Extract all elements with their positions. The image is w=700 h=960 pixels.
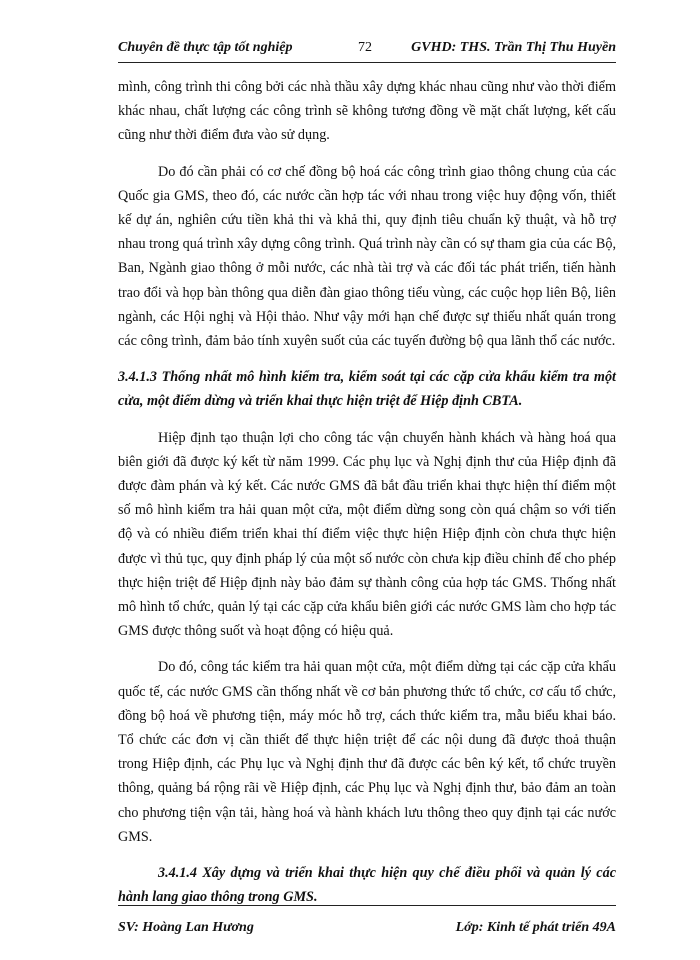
section-heading-3-4-1-3: 3.4.1.3 Thống nhất mô hình kiểm tra, kiểm soát tại các cặp cửa khẩu kiểm tra một cửa, một điểm dừng và triển khai thực hiện triệt để Hiệp định CBTA. [118,369,616,410]
page-header [118,40,616,62]
page-body [118,75,616,922]
page-footer [118,920,616,942]
header-advisor: GVHD: THS. Trần Thị Thu Huyền [411,40,616,55]
paragraph-cbta-agreement: Hiệp định tạo thuận lợi cho công tác vận chuyển hành khách và hàng hoá qua biên giới đã được ký kết từ năm 1999. Các phụ lục và Nghị định thư của Hiệp định đã được đàm phán và ký kết. Các nước GMS đã bắt đầu triển khai thực hiện thí điểm một số mô hình kiểm tra hải quan một cửa, một điểm dừng song còn quá chậm so với tiến độ và có nhiều điểm triển khai thí điểm việc thực hiện Hiệp định còn chưa thực hiện được vì thủ tục, quy định pháp lý của một số nước còn chưa kịp điều chỉnh để cho phép thực hiện triệt để Hiệp định này bảo đảm sự thành công của hợp tác GMS. Thống nhất mô hình tổ chức, quản lý tại các cặp cửa khẩu biên giới các nước GMS làm cho hợp tác GMS được thông suốt và hoạt động có hiệu quả. [118,429,616,640]
footer-class: Lớp: Kinh tế phát triển 49A [455,920,616,935]
section-heading-3-4-1-4: 3.4.1.4 Xây dựng và triển khai thực hiện quy chế điều phối và quản lý các hành lang giao thông trong GMS. [118,865,616,906]
header-divider [118,62,616,63]
paragraph-continuation: mình, công trình thi công bởi các nhà thầu xây dựng khác nhau cũng như vào thời điểm khác nhau, chất lượng các công trình sẽ không tương đồng về mặt chất lượng, kết cấu cũng như thời điểm đưa vào sử dụng. [118,79,616,144]
paragraph-customs-inspection: Do đó, công tác kiểm tra hải quan một cửa, một điểm dừng tại các cặp cửa khẩu quốc tế, các nước GMS cần thống nhất về cơ bản phương thức tổ chức, cơ cấu tổ chức, đồng bộ hoá về phương tiện, máy móc hỗ trợ, cách thức kiểm tra, mẫu biểu khai báo. Tổ chức các đơn vị cần thiết để thực hiện triệt để các nội dung đã được thoả thuận trong Hiệp định, các Phụ lục và Nghị định thư đã được các bên ký kết, tổ chức truyền thông, quảng bá rộng rãi về Hiệp định, các Phụ lục và Nghị định thư, bảo đảm an toàn cho phương tiện vận tải, hàng hoá và hành khách lưu thông theo quy định tại các nước GMS. [118,659,616,845]
page-number: 72 [358,40,372,55]
footer-student: SV: Hoàng Lan Hương [118,920,254,935]
header-title: Chuyên đề thực tập tốt nghiệp [118,40,293,55]
footer-divider [118,905,616,906]
paragraph-sync-infrastructure: Do đó cần phải có cơ chế đồng bộ hoá các công trình giao thông chung của các Quốc gia GMS, theo đó, các nước cần hợp tác với nhau trong việc huy động vốn, thiết kế dự án, nghiên cứu tiền khả thi và khả thi, quy định tiêu chuẩn kỹ thuật, và hỗ trợ nhau trong quá trình xây dựng công trình. Quá trình này cần có sự tham gia của các Bộ, Ban, Ngành giao thông ở mỗi nước, các nhà tài trợ và các đối tác phát triển, tiến hành trao đổi và họp bàn thông qua diễn đàn giao thông tiểu vùng, các cuộc họp liên Bộ, liên ngành, các Hội nghị và Hội thảo. Như vậy mới hạn chế được sự thiếu nhất quán trong các công trình, đảm bảo tính xuyên suốt của các tuyến đường bộ qua lãnh thổ các nước. [118,163,616,350]
